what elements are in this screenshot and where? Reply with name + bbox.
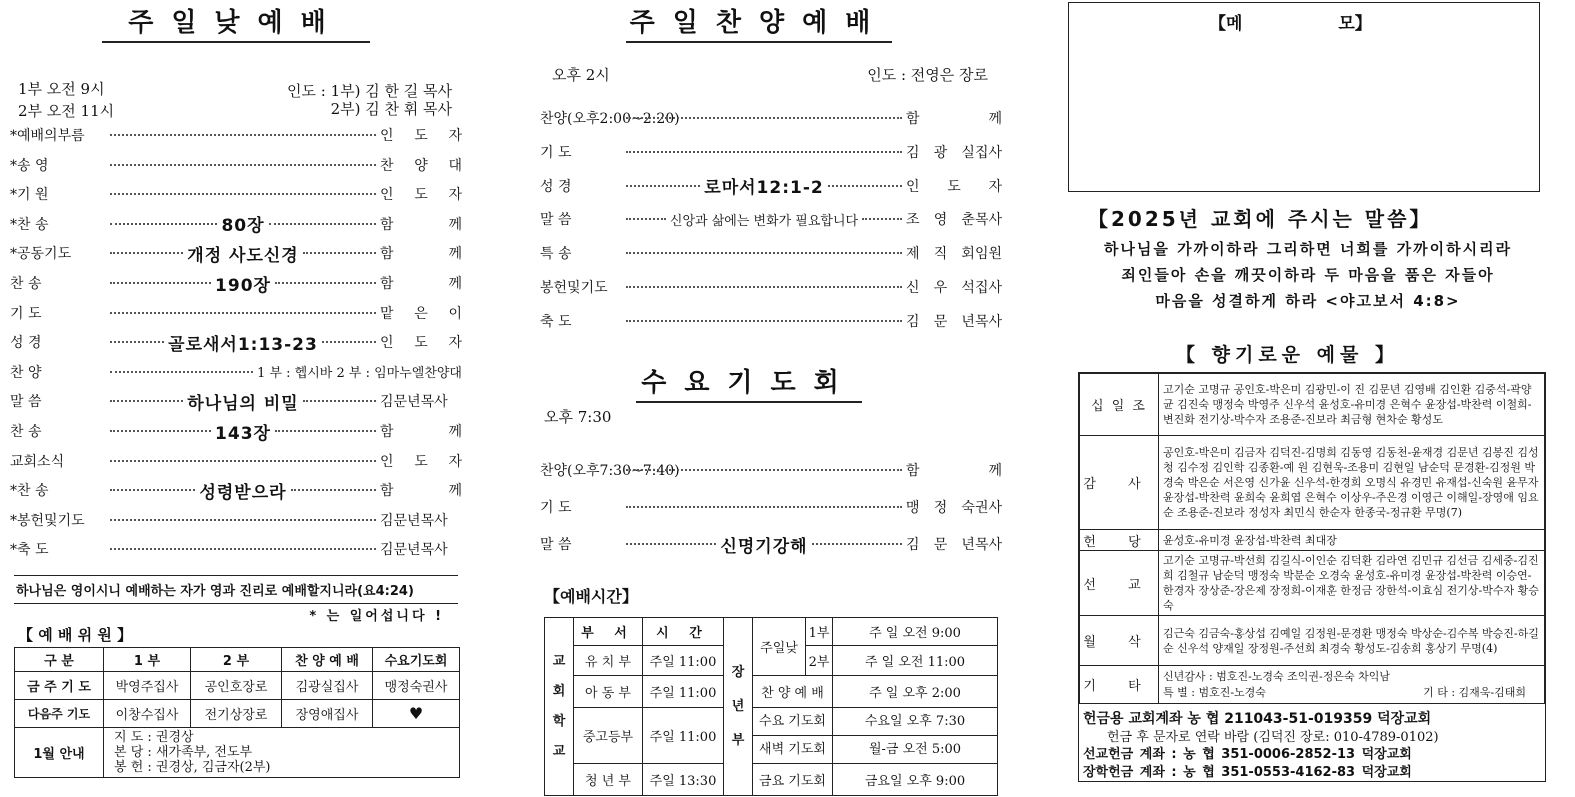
sunday-order-item	[10, 241, 462, 265]
praise-order-item	[540, 241, 1002, 265]
leader-dots	[626, 252, 902, 254]
schedule-cell: 주 일 오후 2:00	[833, 676, 998, 708]
vertical-char: 장	[731, 664, 745, 680]
verse2025-line: 마음을 성결하게 하라 <야고보서 4:8>	[1155, 292, 1461, 310]
schedule-subcell: 수요 기도회	[753, 708, 832, 736]
schedule-header: 시 간	[643, 618, 724, 646]
committee-title: 【 예 배 위 원 】	[18, 626, 133, 644]
sunday-order-person: 함 께	[380, 276, 463, 292]
sunday-order-item	[10, 182, 462, 206]
offering-label: 헌 당	[1080, 530, 1159, 551]
schedule-cell: 주일 11:00	[643, 676, 724, 708]
account-2: 선교헌금 계좌 : 농 협 351-0006-2852-13 덕장교회	[1083, 747, 1412, 762]
sunday-order-label: *기 원	[10, 187, 49, 204]
wednesday-order-person: 함 께	[906, 463, 1002, 479]
praise-order-label: 축 도	[540, 313, 572, 330]
leader-dots	[322, 341, 376, 343]
schedule-subcell: 수요일 오후 7:30	[833, 708, 997, 736]
committee-row-label: 다음주 기도	[15, 700, 104, 728]
offering-label: 선 교	[1080, 551, 1159, 616]
praise-leader: 인도 : 전영은 장로	[867, 66, 988, 84]
leader-dots	[110, 341, 164, 343]
committee-cell: 공인호장로	[191, 672, 282, 700]
leader-dots	[110, 430, 211, 432]
praise-order-person: 인 도 자	[906, 178, 1002, 195]
wednesday-order-item	[540, 532, 1002, 556]
sunday-order-item	[10, 330, 462, 354]
committee-cell: 박영주집사	[104, 672, 191, 700]
schedule-cell: 주 일 오전 11:00	[833, 646, 998, 676]
offerings-table	[1079, 373, 1545, 704]
offering-line: 특 별 : 범호진-노경숙	[1163, 685, 1266, 699]
sunday-order-item	[10, 212, 462, 236]
schedule-title: 【예배시간】	[544, 587, 638, 606]
sunday-order-item	[10, 301, 462, 325]
sunday-order-label: 성 경	[10, 335, 42, 352]
memo-box	[1068, 2, 1540, 192]
offering-line: 기 타 : 김재욱-김태희	[1423, 685, 1526, 699]
school-label	[545, 618, 574, 796]
praise-order-person: 조 영 춘목사	[906, 212, 1002, 229]
sunday-leader-1: 인도 : 1부) 김 한 길 목사	[287, 82, 452, 100]
schedule-cell: 중고등부	[574, 708, 643, 764]
offering-label: 감 사	[1080, 436, 1159, 530]
sunday-order-label: *예배의부름	[10, 128, 85, 144]
praise-order-person: 제 직 회임원	[906, 246, 1002, 263]
offering-label: 기 타	[1080, 666, 1159, 704]
praise-order-person: 김 문 년목사	[906, 313, 1002, 330]
praise-order-label: 말 씀	[540, 212, 572, 229]
account-1: 헌금용 교회계좌 농 협 211043-51-019359 덕장교회	[1083, 711, 1432, 727]
leader-dots	[110, 460, 376, 462]
sunday-order-detail: 성령받으라	[199, 482, 287, 503]
praise-service-title: 주일찬양예배	[626, 2, 892, 43]
offering-names: 고기순 고명규-박선희 김길식-이인순 김덕환 김라연 김민규 김선금 김세중-김진희 김철규 남순덕 맹정숙 박분순 오경숙 윤성호-유미경 윤장섭-박찬력 이승연-한경자 장상준-장은제 장정희-이재훈 한정금 장한석-이효심 전기상-박수자 황승숙	[1159, 551, 1545, 616]
sunday-order-item	[10, 449, 462, 473]
leader-dots	[626, 320, 902, 322]
committee-header: 찬 양 예 배	[282, 648, 373, 672]
schedule-cell: 청 년 부	[574, 764, 643, 796]
leader-dots	[269, 223, 376, 225]
leader-dots	[291, 489, 376, 491]
sunday-order-label: *찬 송	[10, 216, 49, 233]
account-3: 장학헌금 계좌 : 농 협 351-0553-4162-83 덕장교회	[1083, 765, 1412, 780]
leader-dots	[110, 312, 376, 314]
sunday-order-person: 인 도 자	[380, 453, 462, 470]
wednesday-order-person: 맹 정 숙권사	[906, 500, 1002, 516]
committee-header: 구 분	[15, 648, 104, 672]
schedule-cell: 주 일 오전 9:00	[833, 618, 998, 646]
schedule-subcell: 새벽 기도회	[759, 742, 826, 757]
praise-order-item	[540, 207, 1002, 231]
sunday-order-detail: 개정 사도신경	[187, 245, 299, 266]
stand-note: * 는 일어섭니다 !	[309, 609, 444, 624]
offerings-box	[1078, 372, 1546, 782]
wednesday-order-item	[540, 495, 1002, 519]
offering-line-row	[1163, 685, 1540, 701]
schedule-subcell: 월-금 오전 5:00	[868, 742, 962, 757]
school-label-text	[545, 647, 573, 767]
praise-time: 오후 2시	[552, 66, 610, 84]
wednesday-time: 오후 7:30	[544, 408, 612, 426]
notice-line: 본 당 : 새가족부, 전도부	[114, 745, 253, 760]
offering-label: 십 일 조	[1080, 374, 1159, 436]
sunday-order-label: 찬 송	[10, 276, 42, 292]
offering-label: 월 삭	[1080, 616, 1159, 666]
leader-dots	[828, 185, 902, 187]
adult-label-text	[724, 656, 752, 758]
sunday-order-person: 김문년목사	[380, 542, 448, 559]
sunday-order-person: 함 께	[380, 216, 462, 233]
notice-line: 봉 헌 : 권경상, 김금자(2부)	[114, 760, 271, 775]
sunday-order-detail: 80장	[221, 216, 265, 237]
leader-dots	[275, 430, 376, 432]
leader-dots	[626, 506, 902, 508]
leader-dots	[626, 151, 902, 153]
wednesday-order-person: 김 문 년목사	[906, 537, 1002, 553]
sunday-order-item	[10, 360, 462, 384]
committee-table	[14, 647, 460, 778]
leader-dots	[110, 134, 376, 136]
verse2025-line: 죄인들아 손을 깨끗이하라 두 마음을 품은 자들아	[1121, 266, 1495, 284]
verse2025-title: 【2025년 교회에 주시는 말씀】	[1088, 207, 1433, 231]
sunday-order-label: *축 도	[10, 542, 49, 559]
sunday-order-detail: 1 부 : 헵시바 2 부 : 임마누엘찬양대	[257, 366, 462, 382]
schedule-header: 부 서	[574, 618, 643, 646]
schedule-cell: 아 동 부	[574, 676, 643, 708]
sunday-order-label: 교회소식	[10, 453, 65, 470]
wednesday-order-label: 말 씀	[540, 537, 572, 553]
sunday-order-item	[10, 153, 462, 177]
sunday-order-label: *공동기도	[10, 246, 72, 263]
schedule-cell: 금요 기도회	[753, 764, 833, 796]
committee-cell: 이창수집사	[104, 700, 191, 728]
sunday-order-label: *봉헌및기도	[10, 512, 85, 529]
schedule-cell: 주일 11:00	[643, 646, 724, 676]
sunday-order-person: 인 도 자	[380, 128, 462, 144]
committee-row-label: 금 주 기 도	[15, 672, 104, 700]
vertical-char: 교	[552, 743, 566, 759]
leader-dots	[862, 218, 902, 220]
sunday-order-person: 김문년목사	[380, 512, 448, 529]
praise-order-label: 찬양(오후2:00~2:20)	[540, 111, 680, 127]
offerings-title: 【 향기로운 예물 】	[1176, 344, 1399, 366]
committee-header: 2 부	[191, 648, 282, 672]
praise-order-detail: 신앙과 삶에는 변화가 필요합니다	[669, 213, 859, 229]
praise-order-item	[540, 275, 1002, 299]
leader-dots	[303, 252, 376, 254]
committee-cell: 맹정숙권사	[373, 672, 460, 700]
vertical-char: 년	[731, 698, 745, 714]
leader-dots	[110, 252, 183, 254]
sunday-order-item	[10, 537, 462, 561]
account-1-note: 헌금 후 문자로 연락 바람 (김덕진 장로: 010-4789-0102)	[1107, 730, 1439, 745]
offering-names: 김근숙 김금숙-홍상섭 김예일 김정원-문경환 맹정숙 박상순-김수복 박승진-하길순 신우석 양재일 장정원-주선희 최경숙 황성도-김송희 홍상기 무명(4)	[1159, 616, 1545, 666]
sunday-order-item	[10, 271, 462, 295]
sunday-order-label: 말 씀	[10, 394, 42, 411]
sunday-order-person: 함 께	[380, 424, 463, 440]
committee-header: 1 부	[104, 648, 191, 672]
praise-order-label: 특 송	[540, 246, 572, 263]
leader-dots	[110, 223, 217, 225]
leader-dots	[626, 218, 666, 220]
leader-dots	[110, 193, 376, 195]
sunday-order-item	[10, 508, 462, 532]
leader-dots	[110, 489, 195, 491]
sunday-order-person: 함 께	[380, 483, 462, 500]
vertical-char: 교	[552, 653, 566, 669]
offering-names	[1159, 666, 1545, 704]
schedule-cell: 유 치 부	[574, 646, 643, 676]
memo-title: 【메 모】	[1209, 14, 1372, 34]
sunday-order-detail: 143장	[215, 423, 271, 444]
schedule-cell: 금요일 오후 9:00	[833, 764, 998, 796]
schedule-cell: 주일 13:30	[643, 764, 724, 796]
verse2025-line: 하나님을 가까이하라 그리하면 너희를 가까이하시리라	[1103, 240, 1513, 258]
committee-cell: 김광실집사	[282, 672, 373, 700]
praise-order-person: 김 광 실집사	[906, 144, 1002, 161]
leader-dots	[110, 400, 183, 402]
sunday-order-label: 기 도	[10, 305, 42, 322]
committee-cell: 장영애집사	[282, 700, 373, 728]
sunday-order-person: 인 도 자	[380, 335, 462, 352]
offering-names: 공인호-박은미 김금자 김덕진-김명희 김동영 김동천-윤재경 김문년 김봉진 김성청 김수정 김인학 김종환-예 원 김현욱-조용미 김현일 남순덕 문경환-김정원 박경숙 박은순 서은영 신가윤 신우석-한경희 오명식 유경민 유재섭-신숙원 윤무자 윤장섭-박찬력 윤희숙 윤희엽 은혁수 이상우-주은경 이영근 이해일-장영애 임요순 조용준-진보라 정성자 최민식 한순자 한종국-정규환 무명(7)	[1159, 436, 1545, 530]
wednesday-order-label: 찬양(오후7:30~7:40)	[540, 463, 680, 479]
sunday-time-1: 1부 오전 9시	[18, 80, 105, 98]
leader-dots	[626, 185, 700, 187]
notice-label: 1월 안내	[15, 728, 104, 778]
schedule-cell	[753, 708, 833, 764]
leader-dots	[110, 164, 376, 166]
vertical-char: 학	[552, 713, 566, 729]
praise-order-item	[540, 174, 1002, 198]
leader-dots	[110, 282, 211, 284]
offering-names: 윤성호-유미경 윤장섭-박찬력 최대장	[1159, 530, 1545, 551]
schedule-cell: 1부	[806, 618, 833, 646]
praise-order-label: 기 도	[540, 144, 572, 161]
leader-dots	[110, 548, 376, 550]
committee-cell: 전기상장로	[191, 700, 282, 728]
schedule-cell: 2부	[806, 646, 833, 676]
schedule-table	[544, 617, 998, 796]
sunday-order-person: 찬 양 대	[380, 157, 462, 174]
sunday-order-detail: 190장	[215, 275, 271, 296]
sunday-leader-2: 2부) 김 찬 휘 목사	[330, 100, 452, 118]
wednesday-order-detail: 신명기강해	[720, 536, 808, 557]
praise-order-person: 함 께	[906, 111, 1002, 127]
wednesday-title: 수요기도회	[636, 362, 862, 403]
sunday-service-title: 주일낮예배	[102, 2, 370, 43]
heart-icon: ♥	[373, 700, 460, 728]
praise-order-item	[540, 106, 1002, 130]
adult-label	[724, 618, 753, 796]
sunday-order-person: 인 도 자	[380, 187, 462, 204]
sunday-time-2: 2부 오전 11시	[18, 102, 115, 120]
sunday-order-detail: 하나님의 비밀	[187, 393, 299, 414]
offering-line: 신년감사 : 범호진-노경숙 조익권-정은숙 차익남	[1163, 669, 1391, 683]
sunday-order-item	[10, 389, 462, 413]
schedule-cell: 주일 11:00	[643, 708, 724, 764]
schedule-cell: 찬 양 예 배	[753, 676, 833, 708]
sunday-order-label: *찬 송	[10, 483, 49, 500]
sunday-order-item	[10, 123, 462, 147]
leader-dots	[626, 543, 716, 545]
praise-order-label: 봉헌및기도	[540, 280, 608, 296]
leader-dots	[626, 117, 902, 119]
leader-dots	[626, 286, 902, 288]
wednesday-order-label: 기 도	[540, 500, 572, 516]
sunday-order-label: 찬 송	[10, 424, 42, 440]
sunday-label: 주일낮	[753, 618, 806, 676]
praise-order-person: 신 우 석집사	[906, 280, 1002, 296]
leader-dots	[812, 543, 902, 545]
praise-order-detail: 로마서12:1-2	[704, 178, 824, 199]
sunday-order-person: 함 께	[380, 246, 463, 263]
sunday-order-label: *송 영	[10, 157, 49, 174]
praise-order-item	[540, 309, 1002, 333]
leader-dots	[110, 371, 253, 373]
leader-dots	[626, 469, 902, 471]
sunday-order-person: 김문년목사	[380, 394, 448, 411]
notice-cell	[104, 728, 460, 778]
sunday-order-detail: 골로새서1:13-23	[168, 334, 318, 355]
wednesday-order-item	[540, 458, 1002, 482]
sunday-order-item	[10, 419, 462, 443]
vertical-char: 부	[731, 732, 745, 748]
praise-order-label: 성 경	[540, 178, 572, 195]
praise-order-item	[540, 140, 1002, 164]
sunday-order-person: 맡 은 이	[380, 305, 462, 322]
sunday-order-label: 찬 양	[10, 364, 42, 381]
sunday-verse: 하나님은 영이시니 예배하는 자가 영과 진리로 예배할지니라(요4:24)	[14, 575, 458, 604]
leader-dots	[303, 400, 376, 402]
leader-dots	[275, 282, 376, 284]
sunday-order-item	[10, 478, 462, 502]
offering-names: 고기순 고명규 공인호-박은미 김광민-이 진 김문년 김영배 김인환 김중석-곽양균 김진숙 맹정숙 박영주 신우석 윤성호-유미경 은혁수 윤장섭-박찬력 이철희-변진화 전기상-박수자 조용준-진보라 최금형 현차순 황성도	[1159, 374, 1545, 436]
leader-dots	[110, 519, 376, 521]
notice-line: 지 도 : 권경상	[114, 730, 194, 745]
committee-header: 수요기도회	[373, 648, 460, 672]
schedule-cell	[833, 708, 998, 764]
vertical-char: 회	[552, 683, 566, 699]
